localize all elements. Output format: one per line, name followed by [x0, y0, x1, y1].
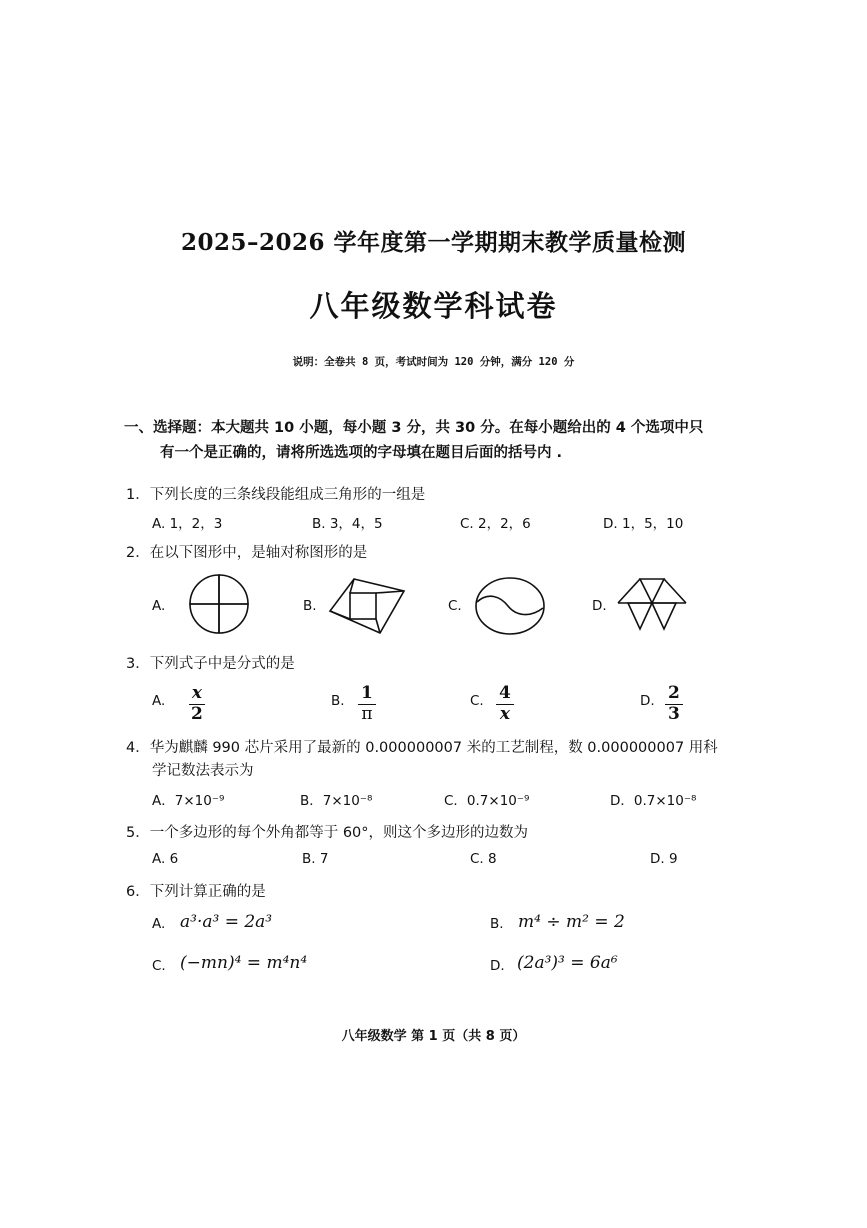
- q3-fraction-c: [496, 683, 514, 724]
- fraction-denominator: π: [361, 703, 373, 724]
- q6-option-b: B.: [490, 916, 504, 932]
- exam-note: 说明：全卷共 8 页，考试时间为 120 分钟，满分 120 分: [292, 356, 575, 368]
- question-1-stem: 1．下列长度的三条线段能组成三角形的一组是: [126, 487, 426, 503]
- page-footer: 八年级数学 第 1 页（共 8 页）: [341, 1029, 526, 1044]
- q6-expression-a: a³·a³ = 2a³: [180, 912, 273, 932]
- question-5-stem: 5．一个多边形的每个外角都等于 60°，则这个多边形的边数为: [126, 825, 529, 841]
- fraction-numerator: 4: [496, 685, 514, 705]
- exam-subtitle: 八年级数学科试卷: [309, 289, 558, 323]
- section-instructions-line1: 一、选择题：本大题共 10 小题，每小题 3 分，共 30 分。在每小题给出的 4 个选项中只: [124, 420, 704, 436]
- q1-option-a: A. 1，2，3: [152, 516, 223, 532]
- q3-fraction-d: [665, 683, 683, 724]
- square-in-kite-icon: [328, 577, 408, 635]
- q6-option-d: D.: [490, 958, 505, 974]
- q5-option-a: A. 6: [152, 851, 179, 867]
- q6-expression-d: (2a³)³ = 6a⁶: [517, 953, 618, 973]
- q6-expression-c: (−mn)⁴ = m⁴n⁴: [180, 953, 308, 973]
- q1-option-c: C. 2，2，6: [460, 516, 531, 532]
- q4-option-d: D．0.7×10⁻⁸: [610, 793, 697, 809]
- q1-option-b: B. 3，4，5: [312, 516, 383, 532]
- question-3-stem: 3．下列式子中是分式的是: [126, 656, 295, 672]
- q6-expression-b: m⁴ ÷ m² = 2: [518, 912, 625, 932]
- question-4-stem-line2: 学记数法表示为: [152, 763, 254, 779]
- fraction-denominator: 3: [668, 703, 680, 724]
- q3-fraction-b: [358, 683, 376, 724]
- pinwheel-icon: [178, 572, 260, 636]
- question-4-stem-line1: 4．华为麒麟 990 芯片采用了最新的 0.000000007 米的工艺制程，数 0.000000007 用科: [126, 740, 718, 756]
- fraction-denominator: 2: [191, 703, 203, 724]
- q1-option-d: D. 1，5，10: [603, 516, 684, 532]
- q2-option-a: A.: [152, 598, 166, 614]
- q2-option-b: B.: [303, 598, 317, 614]
- q5-option-c: C. 8: [470, 851, 497, 867]
- three-triangles-icon: [616, 577, 688, 633]
- q3-option-d: D.: [640, 693, 655, 709]
- q6-option-c: C.: [152, 958, 166, 974]
- exam-title: 2025–2026 学年度第一学期期末教学质量检测: [180, 229, 687, 256]
- question-2-stem: 2．在以下图形中，是轴对称图形的是: [126, 545, 368, 561]
- q4-option-a: A．7×10⁻⁹: [152, 793, 225, 809]
- q6-option-a: A.: [152, 916, 166, 932]
- question-6-stem: 6．下列计算正确的是: [126, 884, 266, 900]
- q2-option-d: D.: [592, 598, 607, 614]
- fraction-numerator: x: [189, 685, 205, 705]
- q3-fraction-a: [188, 683, 206, 724]
- q2-option-c: C.: [448, 598, 462, 614]
- q3-option-b: B.: [331, 693, 345, 709]
- fraction-numerator: 1: [358, 685, 376, 705]
- q3-option-c: C.: [470, 693, 484, 709]
- section-instructions-line2: 有一个是正确的，请将所选选项的字母填在题目后面的括号内 .: [160, 445, 563, 461]
- q5-option-d: D. 9: [650, 851, 678, 867]
- q4-option-b: B．7×10⁻⁸: [300, 793, 373, 809]
- q4-option-c: C．0.7×10⁻⁹: [444, 793, 530, 809]
- fraction-denominator: x: [499, 703, 510, 724]
- yin-yang-circle-icon: [474, 576, 546, 636]
- q3-option-a: A.: [152, 693, 166, 709]
- q5-option-b: B. 7: [302, 851, 329, 867]
- fraction-numerator: 2: [665, 685, 683, 705]
